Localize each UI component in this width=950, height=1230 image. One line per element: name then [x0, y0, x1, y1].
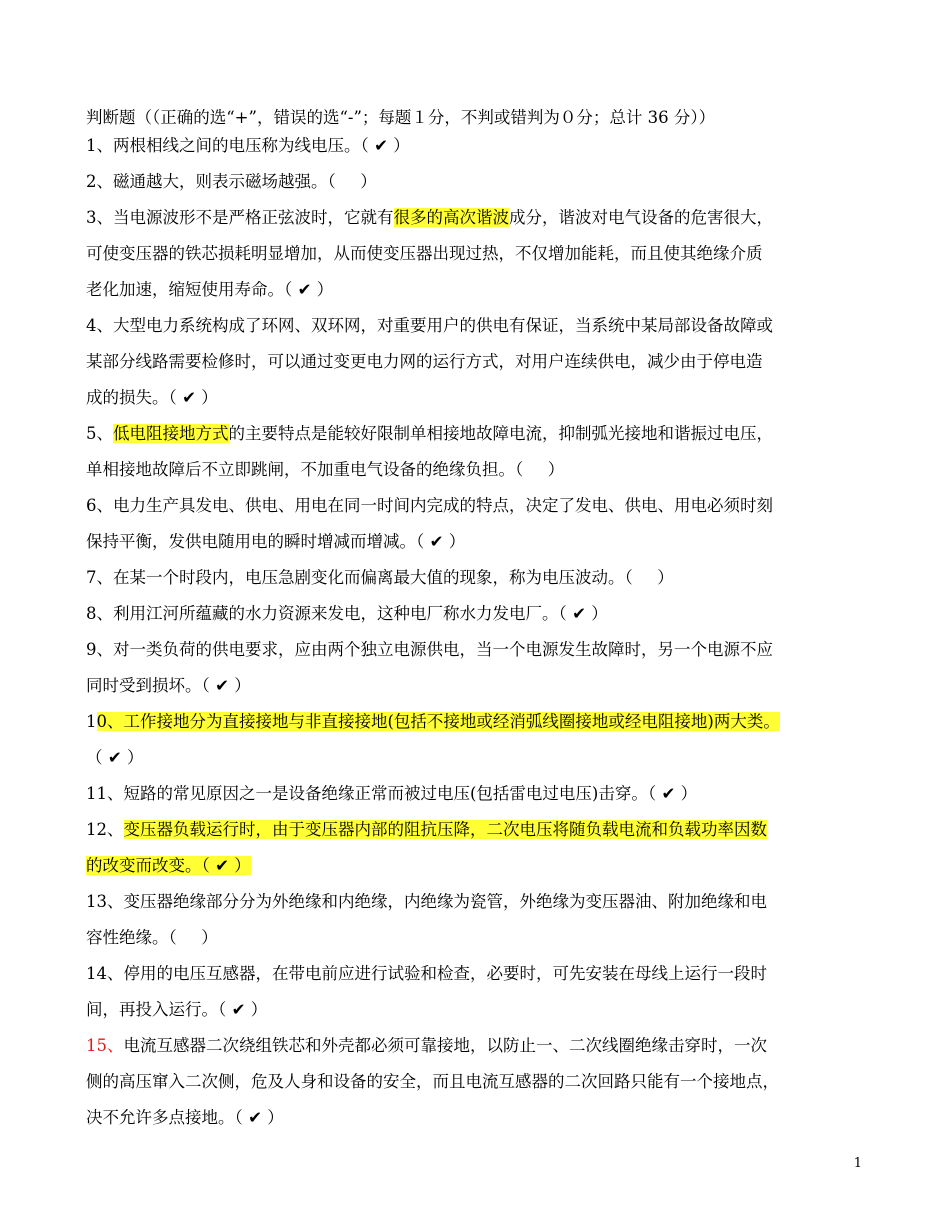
- question-number: 9、: [86, 640, 113, 659]
- question-4-line-3: 成的损失。（ ✔ ）: [86, 380, 876, 416]
- question-4: 4、大型电力系统构成了环网、双环网，对重要用户的供电有保证，当系统中某局部设备故障或: [86, 316, 773, 335]
- question-number: 3、: [86, 208, 113, 227]
- question-14: 14、停用的电压互感器，在带电前应进行试验和检查，必要时，可先安装在母线上运行一段时: [86, 964, 767, 983]
- question-15-line-3: 决不允许多点接地。（ ✔ ）: [86, 1100, 876, 1136]
- answer-mark: ✔: [661, 784, 676, 803]
- question-3-line-3: 老化加速，缩短使用寿命。（ ✔ ）: [86, 272, 876, 308]
- question-number: 2、: [86, 172, 113, 191]
- answer-mark: ✔: [215, 856, 229, 875]
- highlighted-text: 的改变而改变。（ ✔ ）: [86, 856, 251, 875]
- question-number: 8、: [86, 604, 113, 623]
- question-2: 2、磁通越大，则表示磁场越强。（ ）: [86, 172, 377, 191]
- question-12: [86, 812, 876, 848]
- question-6-line-2: 保持平衡，发供电随用电的瞬时增减而增减。（ ✔ ）: [86, 524, 876, 560]
- question-number: 1: [86, 712, 97, 731]
- question-number: 7、: [86, 568, 113, 587]
- question-13: 13、变压器绝缘部分分为外绝缘和内绝缘，内绝缘为瓷管，外绝缘为变压器油、附加绝缘和电: [86, 892, 767, 911]
- question-10-line-2: （ ✔ ）: [86, 740, 876, 776]
- section-heading: 判断题（（正确的选“+”，错误的选“-”；每题１分，不判或错判为０分；总计 36 分））: [86, 108, 716, 127]
- question-number: 12、: [86, 820, 124, 839]
- answer-mark: ✔: [215, 676, 229, 695]
- question-1: 1、两根相线之间的电压称为线电压。（ ✔ ）: [86, 128, 876, 164]
- question-6: 6、电力生产具发电、供电、用电在同一时间内完成的特点，决定了发电、供电、用电必须时刻: [86, 496, 773, 515]
- answer-mark: ✔: [107, 748, 122, 767]
- answer-mark: ✔: [374, 136, 388, 155]
- question-11: 11、短路的常见原因之一是设备绝缘正常而被过电压(包括雷电过电压)击穿。（ ✔ ）: [86, 776, 876, 812]
- question-13-line-2: 容性绝缘。（ ）: [86, 928, 218, 947]
- question-7: 7、在某一个时段内，电压急剧变化而偏离最大值的现象，称为电压波动。（ ）: [86, 568, 674, 587]
- question-list: [86, 128, 876, 1136]
- question-15-line-2: 侧的高压窜入二次侧，危及人身和设备的安全，而且电流互感器的二次回路只能有一个接地点，: [86, 1072, 779, 1091]
- question-number: 13、: [86, 892, 124, 911]
- question-15: 15、电流互感器二次绕组铁芯和外壳都必须可靠接地，以防止一、二次线圈绝缘击穿时，一次: [86, 1036, 767, 1055]
- answer-mark: ✔: [429, 532, 444, 551]
- question-number: 5、: [86, 424, 113, 443]
- question-14-line-2: 间，再投入运行。（ ✔ ）: [86, 992, 876, 1028]
- question-number: 14、: [86, 964, 124, 983]
- question-12-line-2: [86, 848, 876, 884]
- highlighted-text: 很多的高次谐波: [393, 208, 509, 227]
- question-number: 15、: [86, 1036, 124, 1055]
- question-number: 1、: [86, 136, 113, 155]
- question-9: 9、对一类负荷的供电要求，应由两个独立电源供电，当一个电源发生故障时，另一个电源不应: [86, 640, 773, 659]
- question-9-line-2: 同时受到损坏。（ ✔ ）: [86, 668, 876, 704]
- question-5: 5、低电阻接地方式的主要特点是能较好限制单相接地故障电流，抑制弧光接地和谐振过电压，: [86, 424, 773, 443]
- question-3: 3、当电源波形不是严格正弦波时，它就有很多的高次谐波成分，谐波对电气设备的危害很大，: [86, 208, 773, 227]
- question-4-line-2: 某部分线路需要检修时，可以通过变更电力网的运行方式，对用户连续供电，减少由于停电造: [86, 352, 763, 371]
- answer-mark: ✔: [182, 388, 196, 407]
- answer-mark: ✔: [297, 280, 312, 299]
- answer-mark: ✔: [572, 604, 586, 623]
- highlighted-text: 0、工作接地分为直接接地与非直接接地(包括不接地或经消弧线圈接地或经电阻接地)两大类。: [96, 712, 780, 731]
- question-number: 4、: [86, 316, 113, 335]
- answer-mark: ✔: [248, 1108, 262, 1127]
- question-10: [86, 704, 876, 740]
- question-8: 8、利用江河所蕴藏的水力资源来发电，这种电厂称水力发电厂。（ ✔ ）: [86, 596, 876, 632]
- highlighted-text: 变压器负载运行时，由于变压器内部的阻抗压降，二次电压将随负载电流和负载功率因数: [123, 820, 767, 839]
- question-number: 6、: [86, 496, 113, 515]
- question-3-line-2: 可使变压器的铁芯损耗明显增加，从而使变压器出现过热，不仅增加能耗，而且使其绝缘介质: [86, 244, 763, 263]
- highlighted-text: 低电阻接地方式: [113, 424, 229, 443]
- answer-mark: ✔: [231, 1000, 246, 1019]
- question-number: 11、: [86, 784, 124, 803]
- page-number: 1: [853, 1156, 862, 1171]
- question-5-line-2: 单相接地故障后不立即跳闸，不加重电气设备的绝缘负担。（ ）: [86, 460, 565, 479]
